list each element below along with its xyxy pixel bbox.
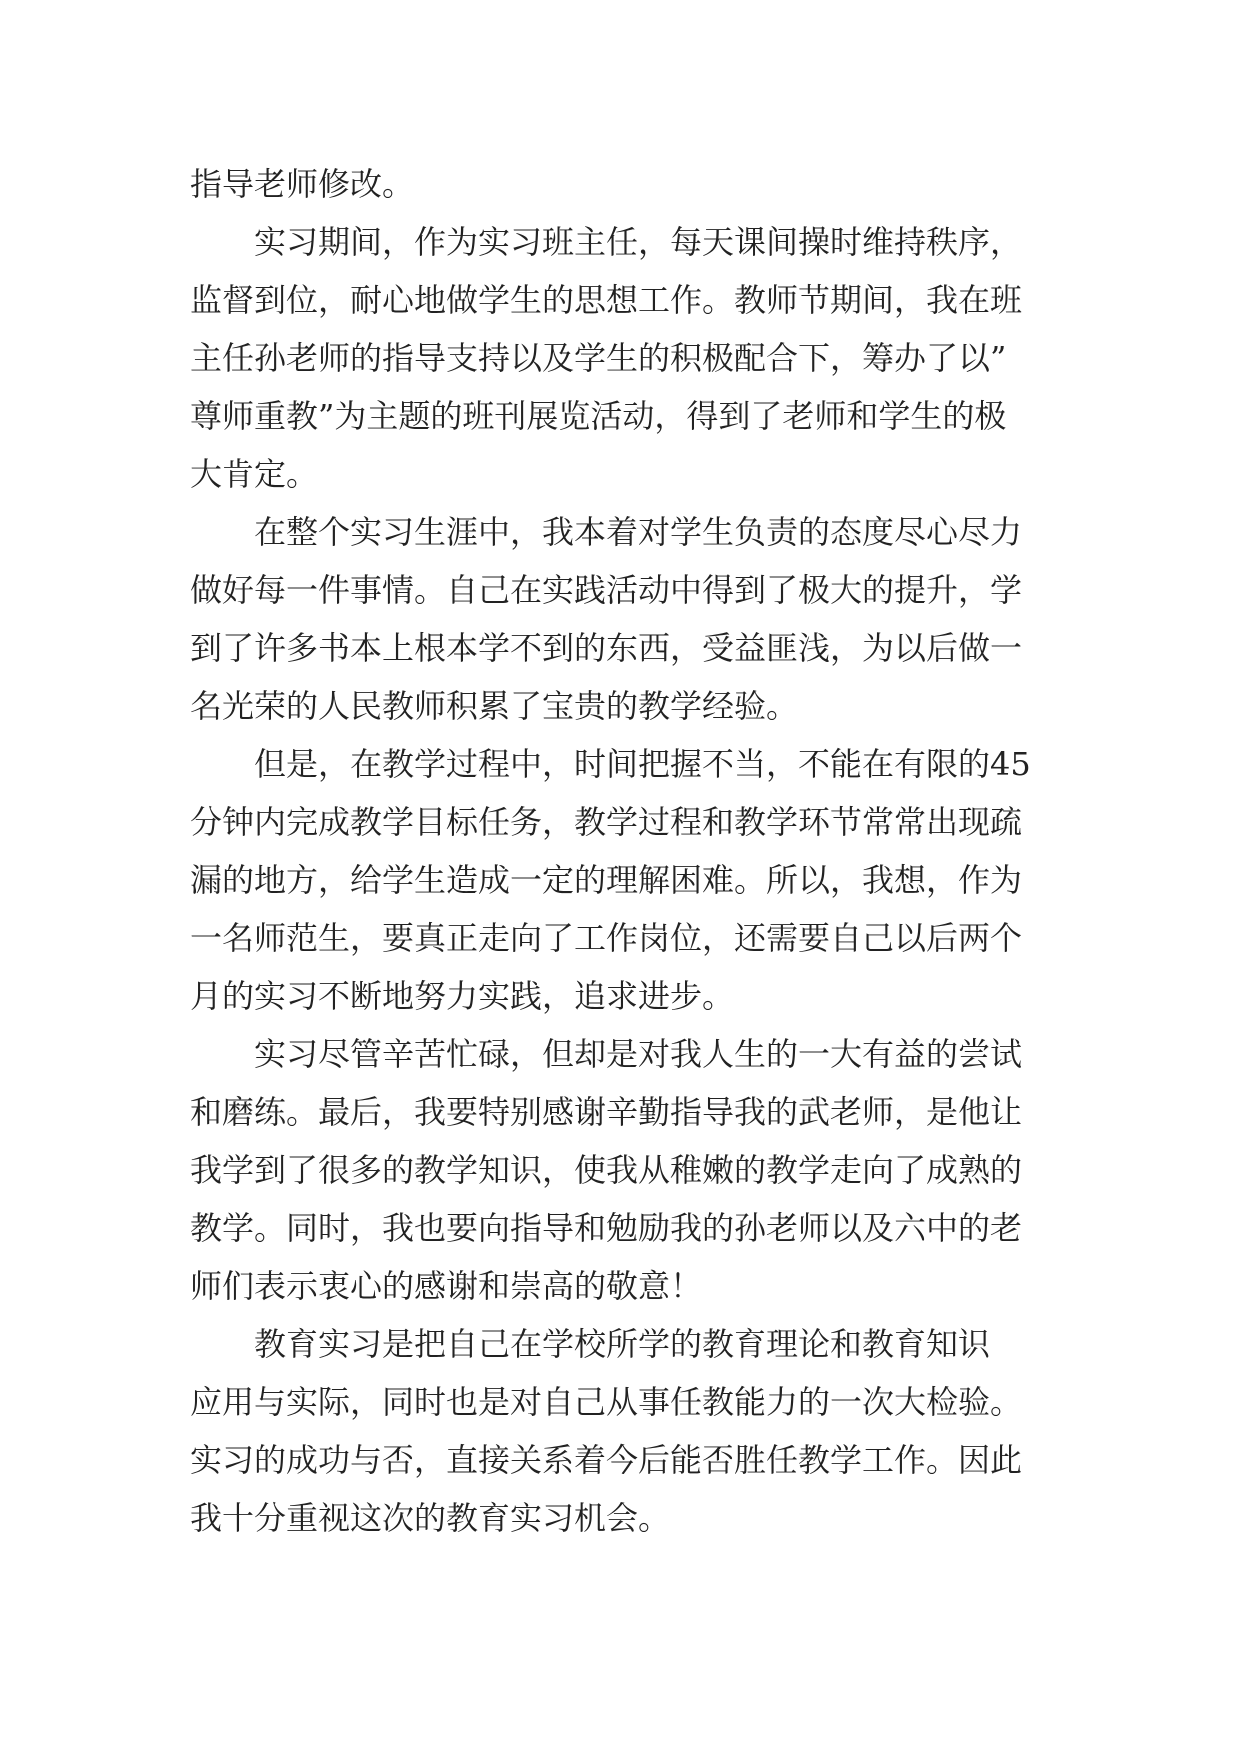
text-line: 到了许多书本上根本学不到的东西，受益匪浅，为以后做一 bbox=[190, 629, 1023, 667]
text-line: 一名师范生，要真正走向了工作岗位，还需要自己以后两个 bbox=[190, 919, 1023, 957]
text-line: 和磨练。最后，我要特别感谢辛勤指导我的武老师，是他让 bbox=[190, 1093, 1023, 1131]
text-line: 监督到位，耐心地做学生的思想工作。教师节期间，我在班 bbox=[190, 281, 1023, 319]
text-line: 漏的地方，给学生造成一定的理解困难。所以，我想，作为 bbox=[190, 861, 1023, 899]
text-line: 我十分重视这次的教育实习机会。 bbox=[190, 1499, 671, 1537]
text-line: 但是，在教学过程中，时间把握不当，不能在有限的45 bbox=[254, 745, 1031, 783]
text-line: 分钟内完成教学目标任务，教学过程和教学环节常常出现疏 bbox=[190, 803, 1023, 841]
text-line: 实习期间，作为实习班主任，每天课间操时维持秩序， bbox=[254, 223, 1023, 261]
text-line: 我学到了很多的教学知识，使我从稚嫩的教学走向了成熟的 bbox=[190, 1151, 1023, 1189]
text-line: 实习的成功与否，直接关系着今后能否胜任教学工作。因此 bbox=[190, 1441, 1023, 1479]
text-line: 大肯定。 bbox=[190, 455, 319, 493]
text-line: 尊师重教”为主题的班刊展览活动，得到了老师和学生的极 bbox=[190, 397, 1007, 435]
document-body bbox=[190, 155, 1080, 1547]
text-line: 主任孙老师的指导支持以及学生的积极配合下，筹办了以” bbox=[190, 339, 1007, 377]
text-line: 指导老师修改。 bbox=[190, 165, 415, 203]
text-line: 在整个实习生涯中，我本着对学生负责的态度尽心尽力 bbox=[254, 513, 1023, 551]
text-line: 教学。同时，我也要向指导和勉励我的孙老师以及六中的老 bbox=[190, 1209, 1023, 1247]
text-line: 月的实习不断地努力实践，追求进步。 bbox=[190, 977, 735, 1015]
text-line: 教育实习是把自己在学校所学的教育理论和教育知识 bbox=[254, 1325, 991, 1363]
text-line: 师们表示衷心的感谢和崇高的敬意！ bbox=[190, 1267, 703, 1305]
text-line: 实习尽管辛苦忙碌，但却是对我人生的一大有益的尝试 bbox=[254, 1035, 1023, 1073]
text-line: 应用与实际，同时也是对自己从事任教能力的一次大检验。 bbox=[190, 1383, 1023, 1421]
text-line: 名光荣的人民教师积累了宝贵的教学经验。 bbox=[190, 687, 799, 725]
text-line: 做好每一件事情。自己在实践活动中得到了极大的提升，学 bbox=[190, 571, 1023, 609]
